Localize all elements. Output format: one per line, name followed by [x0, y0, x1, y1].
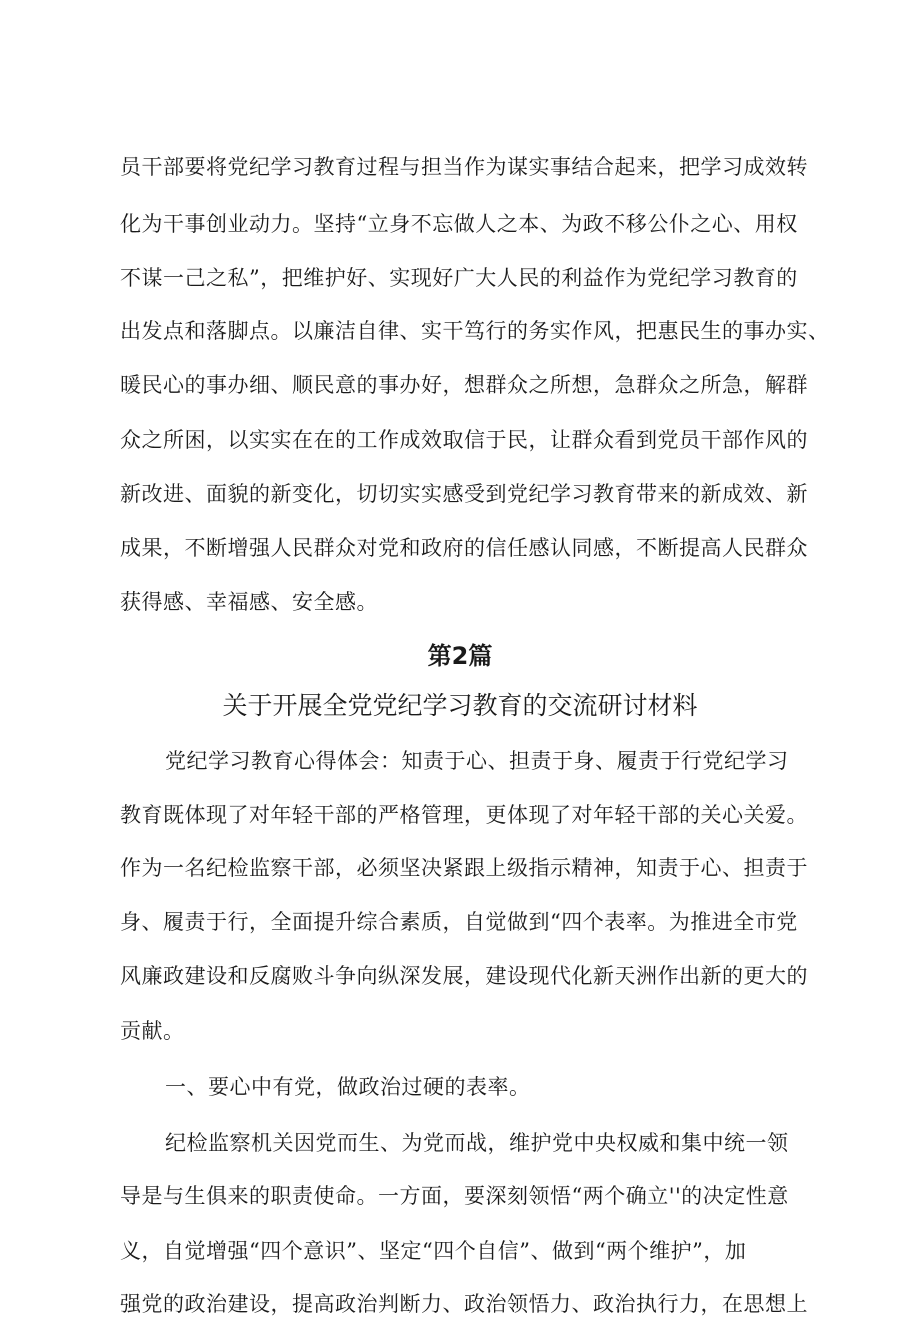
- body-line: 义，自觉增强“四个意识”、坚定“四个自信”、做到“两个维护”，加: [120, 1239, 747, 1263]
- body-line: 纪检监察机关因党而生、为党而战，维护党中央权威和集中统一领: [165, 1131, 789, 1155]
- body-line: 导是与生俱来的职责使命。一方面，要深刻领悟“两个确立''的决定性意: [120, 1184, 789, 1208]
- body-line: 风廉政建设和反腐败斗争向纵深发展，建设现代化新天洲作出新的更大的: [120, 964, 808, 988]
- section-title: 关于开展全党党纪学习教育的交流研讨材料: [222, 691, 698, 720]
- body-line: 化为干事创业动力。坚持“立身不忘做人之本、为政不移公仆之心、用权: [120, 212, 798, 236]
- body-line: 党纪学习教育心得体会：知责于心、担责于身、履责于行党纪学习: [165, 749, 789, 773]
- body-line: 众之所困，以实实在在的工作成效取信于民，让群众看到党员干部作风的: [120, 428, 808, 452]
- body-line: 不谋一己之私”，把维护好、实现好广大人民的利益作为党纪学习教育的: [120, 266, 798, 290]
- body-line: 出发点和落脚点。以廉洁自律、实干笃行的务实作风，把惠民生的事办实、: [120, 319, 830, 343]
- body-line: 教育既体现了对年轻干部的严格管理，更体现了对年轻干部的关心关爱。: [120, 803, 808, 827]
- body-line: 强党的政治建设，提高政治判断力、政治领悟力、政治执行力，在思想上: [120, 1292, 808, 1316]
- body-line: 新改进、面貌的新变化，切切实实感受到党纪学习教育带来的新成效、新: [120, 482, 808, 506]
- body-line: 贡献。: [120, 1019, 185, 1043]
- body-line: 作为一名纪检监察干部，必须坚决紧跟上级指示精神，知责于心、担责于: [120, 856, 808, 880]
- body-line: 身、履责于行，全面提升综合素质，自觉做到“四个表率。为推进全市党: [120, 910, 798, 934]
- body-line: 获得感、幸福感、安全感。: [120, 590, 378, 614]
- subheading: 一、要心中有党，做政治过硬的表率。: [165, 1075, 531, 1099]
- body-line: 成果，不断增强人民群众对党和政府的信任感认同感，不断提高人民群众: [120, 536, 808, 560]
- section-number: 第2篇: [427, 642, 493, 670]
- body-line: 员干部要将党纪学习教育过程与担当作为谋实事结合起来，把学习成效转: [120, 155, 808, 179]
- body-line: 暖民心的事办细、顺民意的事办好，想群众之所想，急群众之所急，解群: [120, 373, 808, 397]
